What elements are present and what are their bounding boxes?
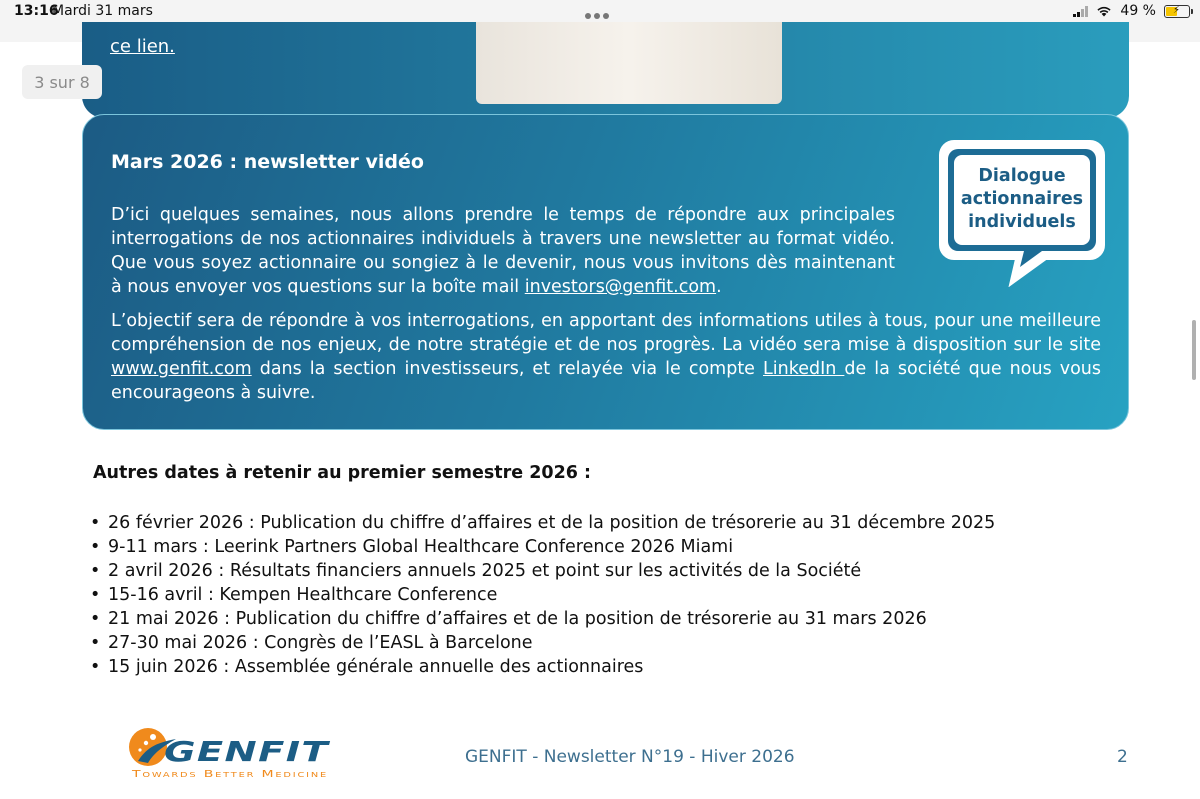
more-options-icon[interactable] [585, 4, 615, 12]
list-item-text: 27-30 mai 2026 : Congrès de l’EASL à Barcelone [108, 633, 533, 653]
list-item: • 27-30 mai 2026 : Congrès de l’EASL à Barcelone [90, 633, 533, 653]
paragraph-text: L’objectif sera de répondre à vos interrogations, en apportant des informations utiles à tous, pour une meilleure compréhension de nos enjeux, de notre stratégie et de nos progrès. La vidéo sera mise à disposition sur le site [111, 311, 1101, 355]
list-item-text: 15-16 avril : Kempen Healthcare Conference [108, 585, 498, 605]
bubble-line: individuels [968, 212, 1076, 232]
newsletter-paragraph-2 [111, 309, 1101, 405]
dates-list [90, 511, 995, 679]
wifi-icon [1096, 5, 1112, 17]
website-link[interactable]: www.genfit.com [111, 359, 252, 379]
genfit-logo [124, 723, 334, 781]
page-counter: 3 sur 8 [22, 65, 102, 99]
genfit-logo-wordmark [124, 723, 334, 781]
footer-text: GENFIT - Newsletter N°19 - Hiver 2026 [465, 747, 795, 767]
bubble-line: Dialogue [978, 166, 1066, 186]
paragraph-text: D’ici quelques semaines, nous allons prendre le temps de répondre aux principales interrogations de nos actionnaires individuels à travers une newsletter au format vidéo. Que vous soyez actionnaire ou songiez à le devenir, nous vous invitons dès maintenant à nous envoyer vos questions sur la boîte mail [111, 205, 895, 297]
list-item: • 9-11 mars : Leerink Partners Global Healthcare Conference 2026 Miami [90, 537, 734, 557]
paragraph-text: de la société que nous vous encourageons à suivre. [111, 359, 1102, 403]
paragraph-end: . [716, 277, 722, 297]
newsletter-paragraph-1 [111, 203, 895, 299]
list-item: • 26 février 2026 : Publication du chiffre d’affaires et de la position de trésorerie au 31 décembre 2025 [90, 513, 996, 533]
newsletter-title: Mars 2026 : newsletter vidéo [111, 151, 424, 173]
list-item: • 15 juin 2026 : Assemblée générale annuelle des actionnaires [90, 657, 644, 677]
status-date: Mardi 31 mars [52, 3, 153, 19]
list-item-text: 15 juin 2026 : Assemblée générale annuelle des actionnaires [108, 657, 644, 677]
footer-page-number: 2 [1117, 747, 1128, 767]
status-time: 13:16 [14, 3, 59, 19]
previous-section-link[interactable]: ce lien. [110, 36, 175, 57]
list-item: • 21 mai 2026 : Publication du chiffre d’affaires et de la position de trésorerie au 31 mars 2026 [90, 609, 927, 629]
list-item-text: 26 février 2026 : Publication du chiffre d’affaires et de la position de trésorerie au 31 décembre 2025 [108, 513, 996, 533]
list-item: • 15-16 avril : Kempen Healthcare Conference [90, 585, 498, 605]
bubble-text [936, 165, 1108, 234]
email-link[interactable]: investors@genfit.com [524, 277, 717, 297]
list-item-text: 2 avril 2026 : Résultats financiers annuels 2025 et point sur les activités de la Société [108, 561, 862, 581]
newsletter-box [82, 114, 1129, 430]
speech-bubble [936, 137, 1108, 255]
dates-heading: Autres dates à retenir au premier semestre 2026 : [93, 463, 592, 483]
linkedin-link[interactable]: LinkedIn [763, 359, 845, 379]
signal-icon [1073, 6, 1088, 17]
document-page [0, 36, 1200, 799]
svg-text:GENFIT: GENFIT [164, 735, 331, 768]
battery-icon: ⚡ [1164, 5, 1190, 18]
previous-section-image [476, 22, 782, 104]
paragraph-text: dans la section investisseurs, et relayée via le compte [251, 359, 763, 379]
list-item-text: 9-11 mars : Leerink Partners Global Healthcare Conference 2026 Miami [108, 537, 734, 557]
scrollbar-thumb[interactable] [1192, 320, 1196, 380]
svg-text:Towards Better Medicine: Towards Better Medicine [130, 769, 328, 780]
list-item-text: 21 mai 2026 : Publication du chiffre d’affaires et de la position de trésorerie au 31 mars 2026 [108, 609, 927, 629]
bubble-line: actionnaires [960, 189, 1084, 209]
battery-percent: 49 % [1120, 3, 1156, 19]
status-indicators [1073, 3, 1190, 19]
list-item: • 2 avril 2026 : Résultats financiers annuels 2025 et point sur les activités de la Société [90, 561, 862, 581]
